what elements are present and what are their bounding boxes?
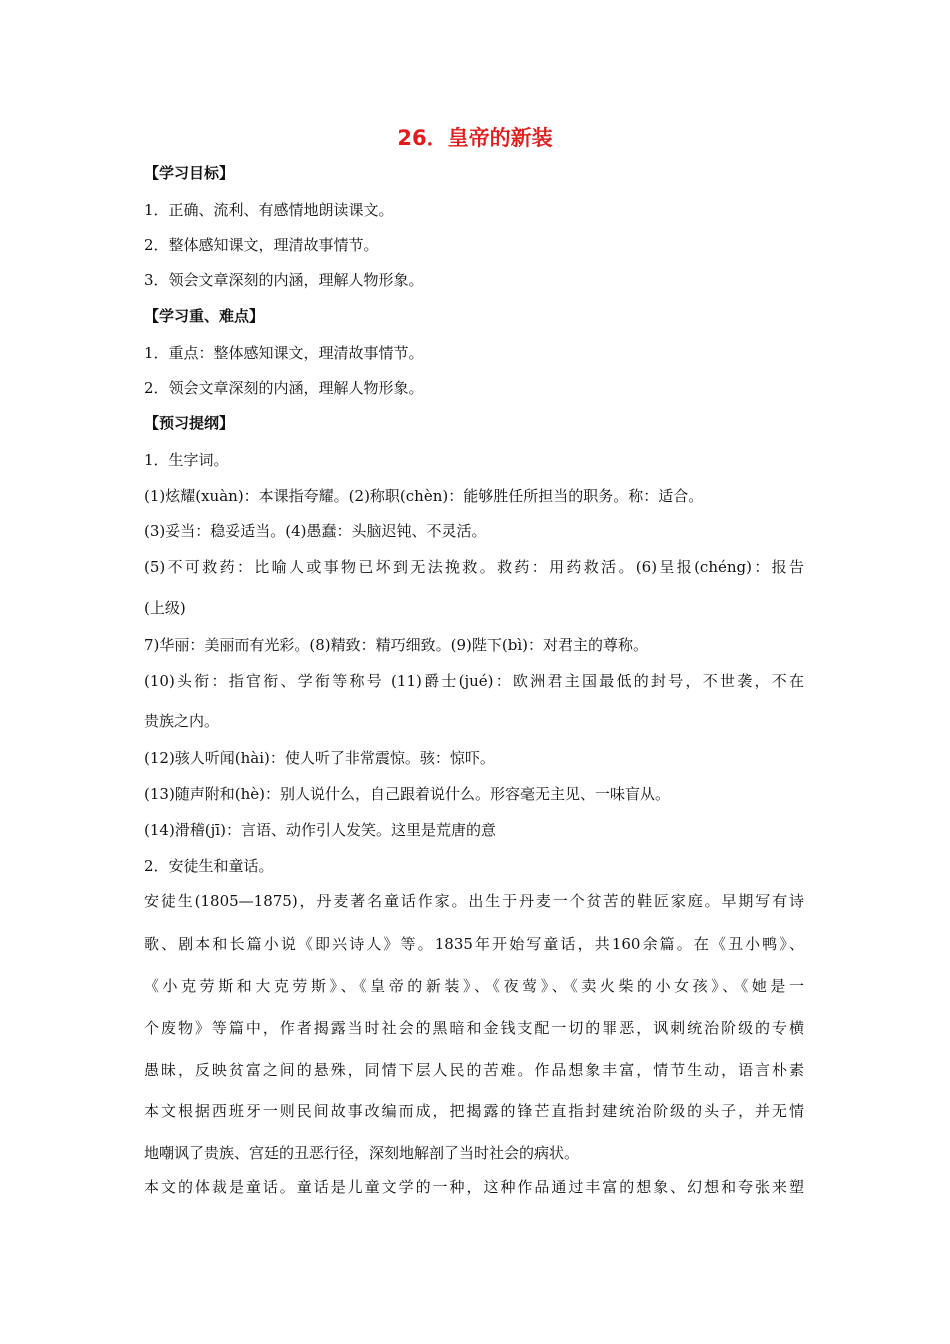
key-point-item: 1．重点：整体感知课文，理清故事情节。 [144, 344, 424, 362]
objective-item: 3．领会文章深刻的内涵，理解人物形象。 [144, 271, 424, 289]
vocab-line: 7)华丽：美丽而有光彩。(8)精致：精巧细致。(9)陛下(bì)：对君主的尊称。 [144, 636, 648, 654]
vocab-line: (14)滑稽(jī)：言语、动作引人发笑。这里是荒唐的意 [144, 821, 496, 839]
key-points-heading: 【学习重、难点】 [144, 307, 265, 325]
author-line: 本文的体裁是童话。童话是儿童文学的一种，这种作品通过丰富的想象、幻想和夸张来塑 [144, 1178, 804, 1196]
author-heading: 2．安徒生和童话。 [144, 857, 274, 875]
preview-heading: 【预习提纲】 [144, 414, 235, 432]
author-line: 个废物》等篇中，作者揭露当时社会的黑暗和金钱支配一切的罪恶，讽刺统治阶级的专横 [144, 1019, 804, 1037]
objective-item: 2．整体感知课文，理清故事情节。 [144, 236, 379, 254]
author-line: 《小克劳斯和大克劳斯》、《皇帝的新装》、《夜莺》、《卖火柴的小女孩》、《她是一 [144, 977, 804, 995]
vocab-line: (12)骇人听闻(hài)：使人听了非常震惊。骇：惊吓。 [144, 749, 495, 767]
vocab-line: (1)炫耀(xuàn)：本课指夸耀。(2)称职(chèn)：能够胜任所担当的职务。称：适合。 [144, 487, 704, 505]
author-line: 愚昧，反映贫富之间的悬殊，同情下层人民的苦难。作品想象丰富，情节生动，语言朴素 [144, 1061, 804, 1079]
author-line: 安徒生(1805—1875)，丹麦著名童话作家。出生于丹麦一个贫苦的鞋匠家庭。早期写有诗 [144, 892, 804, 910]
vocab-line: (3)妥当：稳妥适当。(4)愚蠢：头脑迟钝、不灵活。 [144, 522, 487, 540]
vocab-line: (上级) [144, 599, 186, 617]
author-line: 地嘲讽了贵族、宫廷的丑恶行径，深刻地解剖了当时社会的病状。 [144, 1144, 580, 1162]
vocab-line: 贵族之内。 [144, 712, 220, 730]
author-line: 歌、剧本和长篇小说《即兴诗人》等。1835年开始写童话，共160余篇。在《丑小鸭》、 [144, 935, 804, 953]
key-point-item: 2．领会文章深刻的内涵，理解人物形象。 [144, 379, 424, 397]
objectives-heading: 【学习目标】 [144, 164, 235, 182]
objective-item: 1．正确、流利、有感情地朗读课文。 [144, 201, 394, 219]
vocab-line: (13)随声附和(hè)：别人说什么，自己跟着说什么。形容毫无主见、一味盲从。 [144, 785, 671, 803]
vocab-line: (5)不可救药：比喻人或事物已坏到无法挽救。救药：用药救活。(6)呈报(chéng)：报告 [144, 558, 804, 576]
vocab-line: (10)头衔：指官衔、学衔等称号 (11)爵士(jué)：欧洲君主国最低的封号，不世袭，不在 [144, 672, 804, 690]
vocab-heading: 1．生字词。 [144, 451, 229, 469]
page-title: 26．皇帝的新装 [397, 126, 553, 150]
author-line: 本文根据西班牙一则民间故事改编而成，把揭露的锋芒直指封建统治阶级的头子，并无情 [144, 1102, 804, 1120]
